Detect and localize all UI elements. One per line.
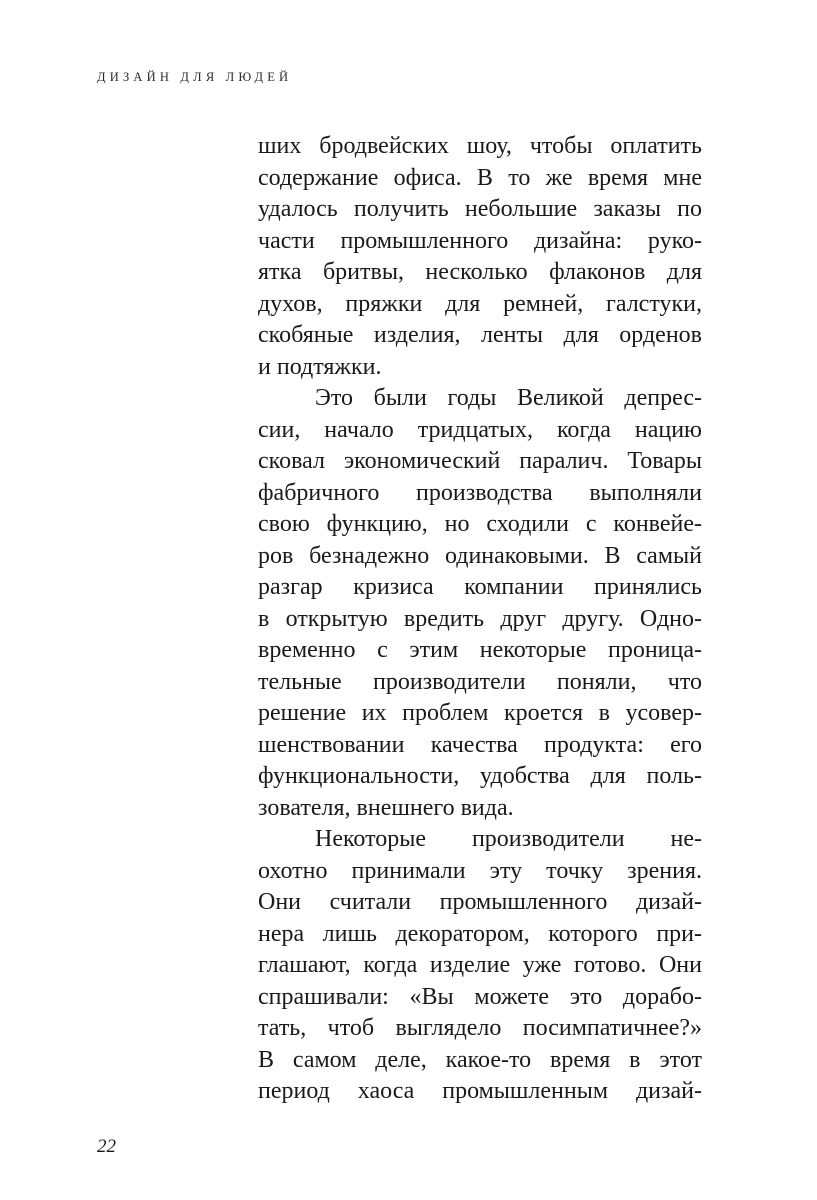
text-line: удалось получить небольшие заказы по <box>258 196 702 222</box>
text-line: функциональности, удобства для поль- <box>258 763 702 789</box>
text-line: Они считали промышленного дизай- <box>258 889 702 915</box>
text-line: глашают, когда изделие уже готово. Они <box>258 952 702 978</box>
text-line: период хаоса промышленным дизай- <box>258 1078 702 1104</box>
text-line: духов, пряжки для ремней, галстуки, <box>258 290 702 317</box>
paragraph-2 <box>258 383 702 824</box>
text-line: Некоторые производители не- <box>315 826 702 852</box>
text-line: Это были годы Великой депрес- <box>315 385 702 411</box>
text-line: зователя, внешнего вида. <box>258 794 514 821</box>
text-line: сковал экономический паралич. Товары <box>258 448 702 474</box>
text-line: шенствовании качества продукта: его <box>258 731 702 758</box>
text-line: В самом деле, какое-то время в этот <box>258 1046 702 1073</box>
text-line: и подтяжки. <box>258 353 382 380</box>
text-line: фабричного производства выполняли <box>258 479 702 506</box>
text-line: временно с этим некоторые проница- <box>258 637 702 663</box>
text-line: содержание офиса. В то же время мне <box>258 164 702 191</box>
text-line: решение их проблем кроется в усовер- <box>258 700 702 726</box>
text-line: разгар кризиса компании принялись <box>258 574 702 600</box>
paragraph-1 <box>258 131 702 383</box>
text-line: сии, начало тридцатых, когда нацию <box>258 416 702 443</box>
text-line: части промышленного дизайна: руко- <box>258 227 702 254</box>
text-line: тельные производители поняли, что <box>258 668 702 695</box>
text-line: тать, чтоб выглядело посимпатичнее?» <box>258 1015 702 1041</box>
text-line: спрашивали: «Вы можете это дорабо- <box>258 983 702 1010</box>
page-number: 22 <box>97 1136 116 1157</box>
text-line: охотно принимали эту точку зрения. <box>258 857 702 884</box>
text-line: ятка бритвы, несколько флаконов для <box>258 259 702 285</box>
text-line: ших бродвейских шоу, чтобы оплатить <box>258 133 702 159</box>
text-line: нера лишь декоратором, которого при- <box>258 920 702 947</box>
text-line: в открытую вредить друг другу. Одно- <box>258 605 702 632</box>
text-line: свою функцию, но сходили с конвейе- <box>258 511 702 537</box>
running-head: ДИЗАЙН ДЛЯ ЛЮДЕЙ <box>97 70 293 84</box>
text-line: ров безнадежно одинаковыми. В самый <box>258 542 702 569</box>
paragraph-3 <box>258 824 702 1108</box>
text-line: скобяные изделия, ленты для орденов <box>258 322 702 348</box>
body-text <box>258 131 702 1108</box>
